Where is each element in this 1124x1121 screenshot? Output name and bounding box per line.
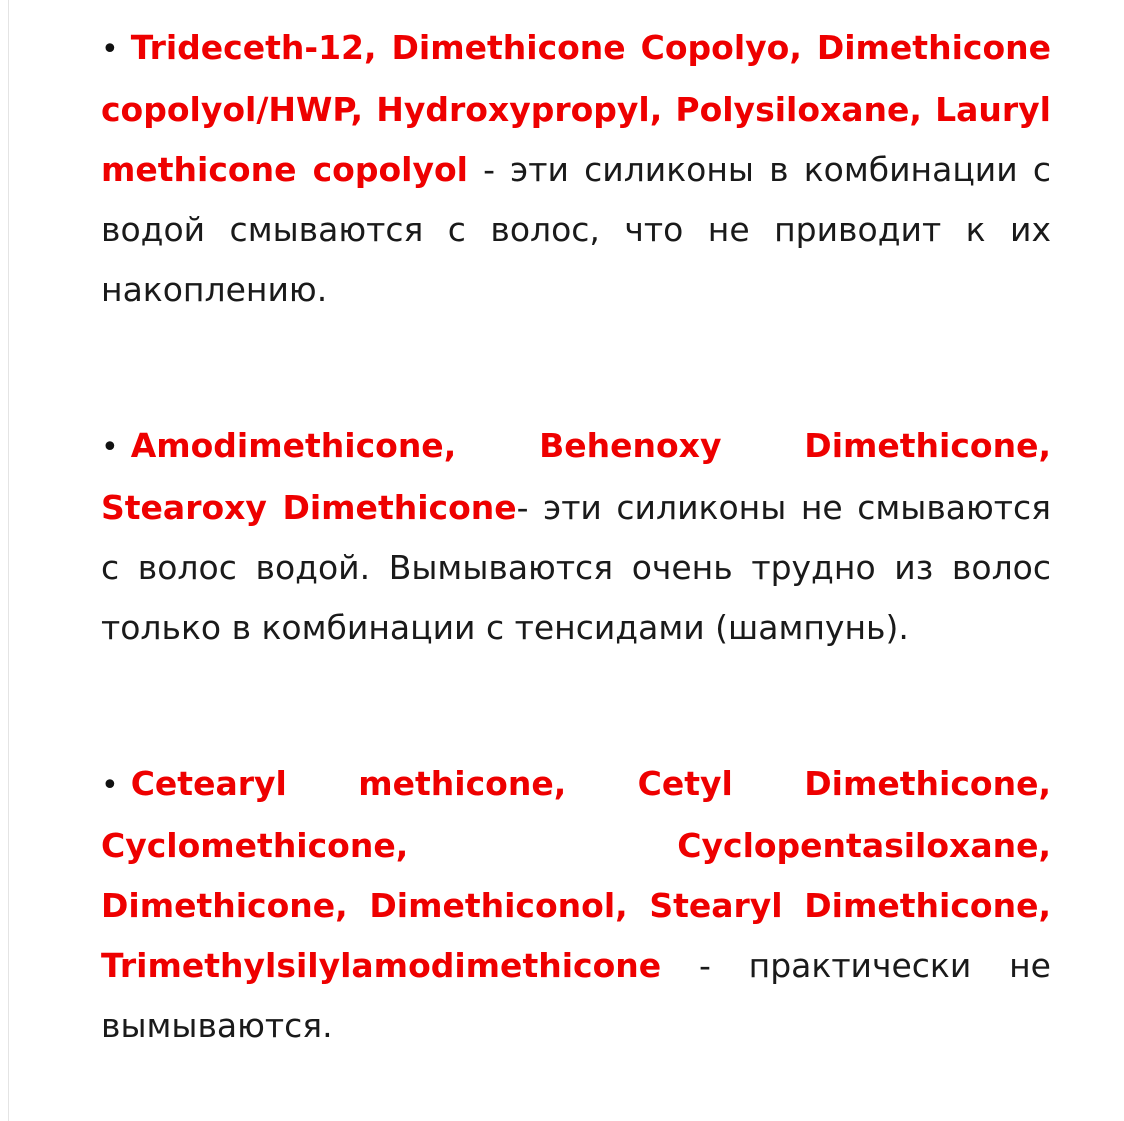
silicone-description: - эти силиконы в комбинации с водой смываются с волос, что не приводит к их накоплению.	[101, 150, 1052, 309]
left-border-line	[8, 0, 9, 1121]
bullet-icon: •	[101, 430, 119, 465]
silicone-description: - практически не вымываются.	[101, 946, 1051, 1045]
silicone-names-highlight: Cetearyl methicone, Cetyl Dimethicone, Cyclomethicone, Cyclopentasiloxane, Dimethicone, Dimethiconol, Stearyl Dimethicone, Trimethylsilylamodimethicone	[101, 764, 1051, 985]
silicone-list-item-2	[101, 416, 1051, 658]
silicone-list-item-1	[101, 18, 1051, 320]
silicone-names-highlight: Trideceth-12, Dimethicone Copolyo, Dimethicone copolyol/HWP, Hydroxypropyl, Polysiloxane, Lauryl methicone copolyol	[101, 28, 1051, 189]
silicone-description: - эти силиконы не смываются с волос водой. Вымываются очень трудно из волос только в комбинации с тенсидами (шампунь).	[101, 488, 1051, 647]
silicone-names-highlight: Amodimethicone, Behenoxy Dimethicone, Stearoxy Dimethicone	[101, 426, 1051, 527]
silicone-list-item-3	[101, 754, 1051, 1056]
bullet-icon: •	[101, 768, 119, 803]
bullet-icon: •	[101, 32, 119, 67]
article-body	[101, 18, 1051, 1056]
